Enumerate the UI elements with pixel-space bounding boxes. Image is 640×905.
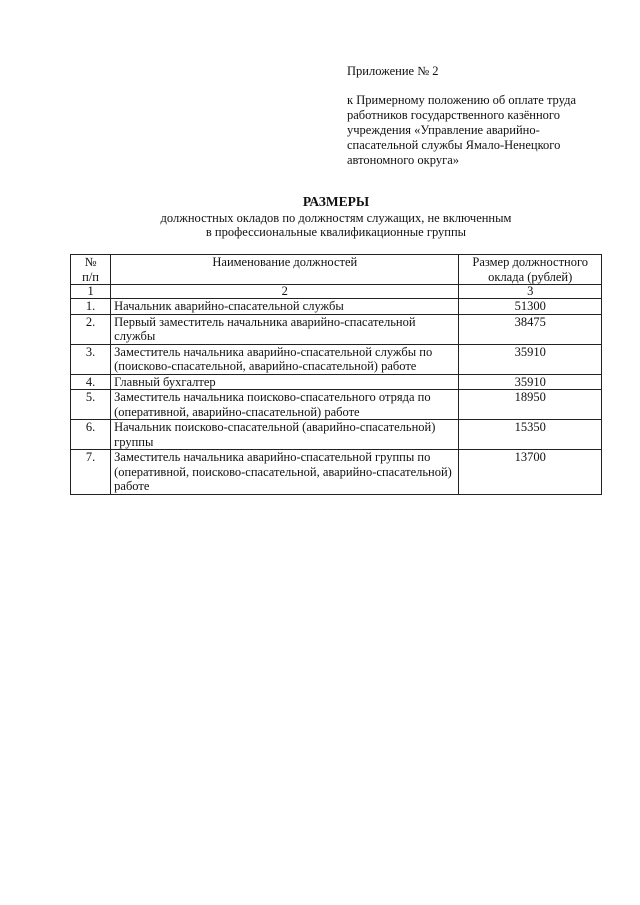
row-position: Заместитель начальника поисково-спасательного отряда по (оперативной, аварийно-спасательной) работе [111, 390, 459, 420]
table-row [71, 374, 602, 390]
table-row [71, 344, 602, 374]
row-salary: 35910 [459, 344, 602, 374]
row-salary: 13700 [459, 450, 602, 495]
column-index-2: 2 [111, 285, 459, 299]
heading-line-2: в профессиональные квалификационные группы [205, 225, 467, 239]
row-position: Первый заместитель начальника аварийно-спасательной службы [111, 314, 459, 344]
row-position: Главный бухгалтер [111, 374, 459, 390]
row-num: 7. [71, 450, 111, 495]
table-row [71, 450, 602, 495]
row-position: Начальник аварийно-спасательной службы [111, 299, 459, 315]
row-salary: 15350 [459, 420, 602, 450]
row-salary: 38475 [459, 314, 602, 344]
header-name: Наименование должностей [111, 255, 459, 285]
row-salary: 51300 [459, 299, 602, 315]
heading-line-1: должностных окладов по должностям служащих, не включенным [160, 211, 512, 225]
table-row [71, 299, 602, 315]
document-heading [70, 195, 602, 239]
row-position: Заместитель начальника аварийно-спасательной службы по (поисково-спасательной, аварийно-спасательной) работе [111, 344, 459, 374]
heading-title: РАЗМЕРЫ [302, 194, 370, 209]
row-num: 4. [71, 374, 111, 390]
annex-title: Приложение № 2 [347, 64, 439, 78]
row-position: Заместитель начальника аварийно-спасательной группы по (оперативной, поисково-спасательной, аварийно-спасательной) работе [111, 450, 459, 495]
row-num: 1. [71, 299, 111, 315]
row-num: 5. [71, 390, 111, 420]
row-num: 6. [71, 420, 111, 450]
table-header-row [71, 255, 602, 285]
table-row [71, 390, 602, 420]
annex-body: к Примерному положению об оплате труда работников государственного казённого учреждения «Управление аварийно- спасательной службы Ямало-Ненецкого автономного округа» [347, 93, 577, 167]
annex-block [347, 64, 597, 168]
table-row [71, 314, 602, 344]
table-row [71, 420, 602, 450]
row-position: Начальник поисково-спасательной (аварийно-спасательной) группы [111, 420, 459, 450]
column-index-row [71, 285, 602, 299]
column-index-3: 3 [459, 285, 602, 299]
row-num: 3. [71, 344, 111, 374]
header-num: № п/п [71, 255, 111, 285]
column-index-1: 1 [71, 285, 111, 299]
header-salary: Размер должностного оклада (рублей) [459, 255, 602, 285]
salary-table [70, 254, 602, 495]
row-salary: 35910 [459, 374, 602, 390]
row-salary: 18950 [459, 390, 602, 420]
row-num: 2. [71, 314, 111, 344]
